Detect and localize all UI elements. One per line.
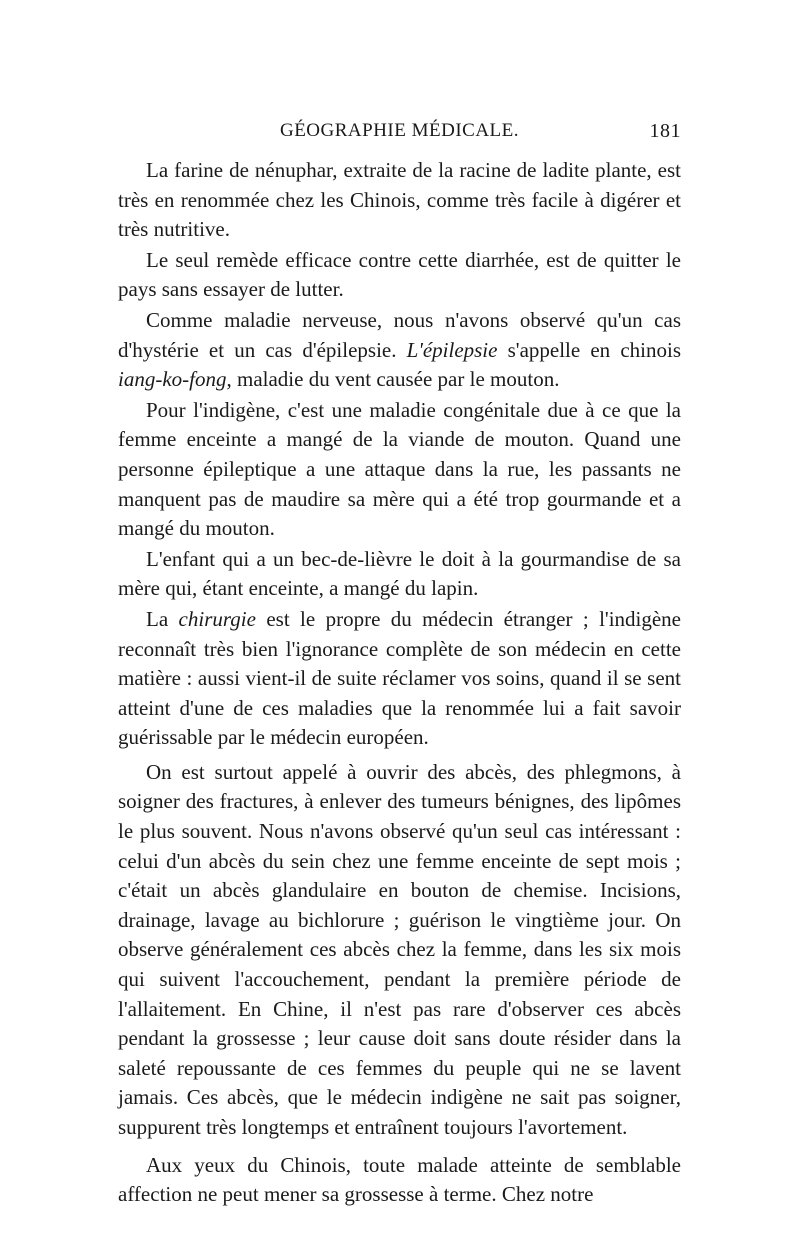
paragraph (118, 306, 681, 395)
italic-term: L'épilepsie (406, 337, 498, 362)
body-text (118, 156, 681, 1211)
text-run: La farine de nénuphar, extraite de la racine de ladite plante, est très en renommée chez les Chinois, comme très facile à digérer et très nutritive. (118, 158, 681, 242)
paragraph (118, 758, 681, 1143)
text-run: , maladie du vent causée par le mouton. (226, 367, 560, 392)
text-run: s'appelle en chinois (497, 337, 681, 362)
paragraph (118, 605, 681, 753)
text-run: La (146, 606, 179, 631)
paragraph (118, 545, 681, 604)
italic-term: chirurgie (178, 606, 256, 631)
paragraph (118, 1151, 681, 1210)
text-run: est le propre du médecin étranger ; l'indigène reconnaît très bien l'ignorance complète de son médecin en cette matière : aussi vient-il de suite réclamer vos soins, quand il se sent atteint d'une de ces maladies que la renommée lui a fait savoir guérissable par le médecin européen. (118, 606, 682, 750)
running-title: GÉOGRAPHIE MÉDICALE. (279, 120, 520, 141)
paragraph (118, 156, 681, 245)
page-number: 181 (649, 120, 681, 142)
running-head (118, 120, 681, 150)
text-run: L'enfant qui a un bec-de-lièvre le doit à la gourmandise de sa mère qui, étant enceinte, a mangé du lapin. (118, 546, 681, 601)
text-run: Comme maladie nerveuse, nous n'avons observé qu'un cas d'hystérie et un cas d'épilepsie. (118, 307, 681, 362)
paragraph (118, 246, 681, 305)
text-run: On est surtout appelé à ouvrir des abcès, des phlegmons, à soigner des fractures, à enlever des tumeurs bénignes, des lipômes le plus souvent. Nous n'avons observé qu'un seul cas intéressant : celui d'un abcès du sein chez une femme enceinte de sept mois ; c'était un abcès glandulaire en bouton de chemise. Incisions, drainage, lavage au bichlorure ; guérison le vingtième jour. On observe généralement ces abcès chez la femme, dans les six mois qui suivent l'accouchement, pendant la première période de l'allaitement. En Chine, il n'est pas rare d'observer ces abcès pendant la grossesse ; leur cause doit sans doute résider dans la saleté repoussante de ces femmes du peuple qui ne se lavent jamais. Ces abcès, que le médecin indigène ne sait pas soigner, suppurent très longtemps et entraînent toujours l'avortement. (118, 759, 681, 1139)
text-run: Pour l'indigène, c'est une maladie congénitale due à ce que la femme enceinte a mangé de la viande de mouton. Quand une personne épileptique a une attaque dans la rue, les passants ne manquent pas de maudire sa mère qui a été trop gourmande et a mangé du mouton. (118, 397, 681, 541)
text-run: Le seul remède efficace contre cette diarrhée, est de quitter le pays sans essayer de lutter. (118, 247, 681, 302)
text-run: Aux yeux du Chinois, toute malade atteinte de semblable affection ne peut mener sa grossesse à terme. Chez notre (118, 1152, 681, 1207)
paragraph (118, 396, 681, 544)
italic-term: iang-ko-fong (118, 367, 227, 392)
